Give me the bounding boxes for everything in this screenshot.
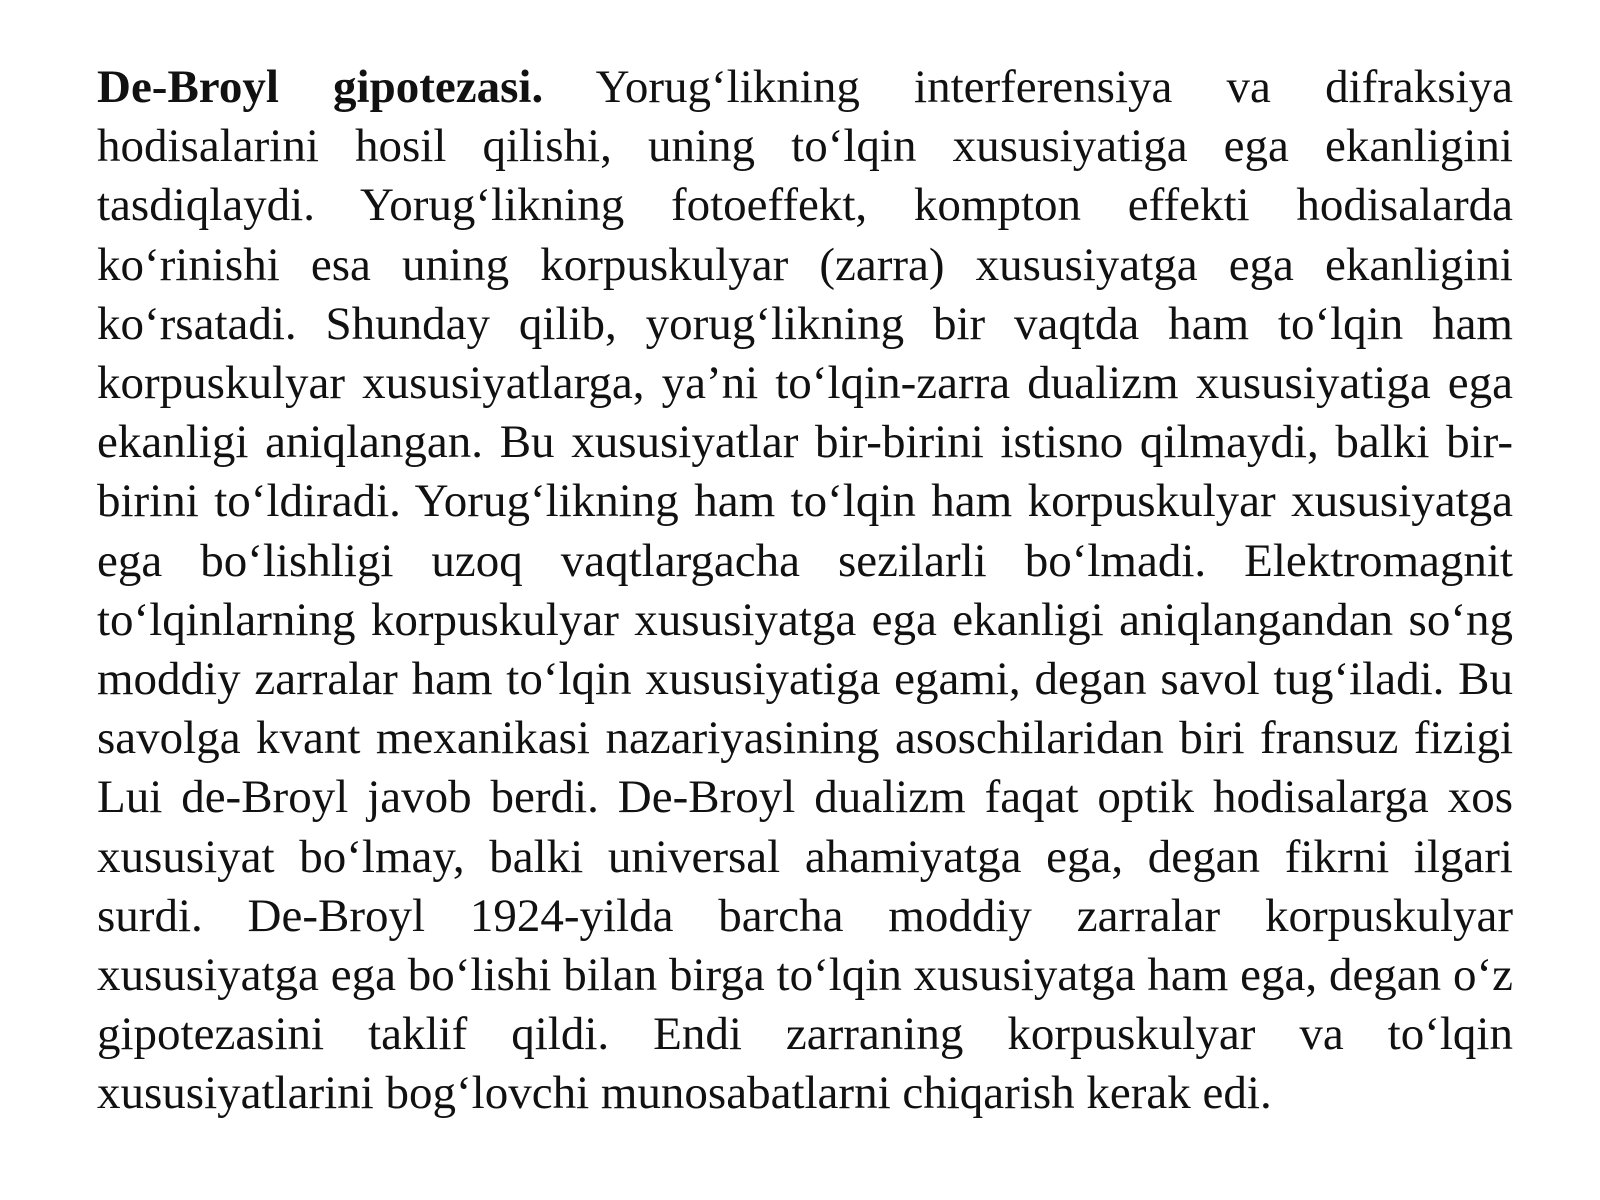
document-page	[97, 58, 1513, 1124]
body-paragraph	[97, 58, 1513, 1124]
section-heading: De-Broyl gipotezasi.	[97, 61, 544, 113]
paragraph-text: Yorug‘likning interferensiya va difraksiya hodisalarini hosil qilishi, uning to‘lqin xususiyatiga ega ekanligini tasdiqlaydi. Yorug‘likning fotoeffekt, kompton effekti hodisalarda ko‘rinishi esa uning korpuskulyar (zarra) xususiyatga ega ekanligini ko‘rsatadi. Shunday qilib, yorug‘likning bir vaqtda ham to‘lqin ham korpuskulyar xususiyatlarga, ya’ni to‘lqin-zarra dualizm xususiyatiga ega ekanligi aniqlangan. Bu xususiyatlar bir-birini istisno qilmaydi, balki bir-birini to‘ldiradi. Yorug‘likning ham to‘lqin ham korpuskulyar xususiyatga ega bo‘lishligi uzoq vaqtlargacha sezilarli bo‘lmadi. Elektromagnit to‘lqinlarning korpuskulyar xususiyatga ega ekanligi aniqlangandan so‘ng moddiy zarralar ham to‘lqin xususiyatiga egami, degan savol tug‘iladi. Bu savolga kvant mexanikasi nazariyasining asoschilaridan biri fransuz fizigi Lui de-Broyl javob berdi. De-Broyl dualizm faqat optik hodisalarga xos xususiyat bo‘lmay, balki universal ahamiyatga ega, degan fikrni ilgari surdi. De-Broyl 1924-yilda barcha moddiy zarralar korpuskulyar xususiyatga ega bo‘lishi bilan birga to‘lqin xususiyatga ham ega, degan o‘z gipotezasini taklif qildi. Endi zarraning korpuskulyar va to‘lqin xususiyatlarini bog‘lovchi munosabatlarni chiqarish kerak edi.	[97, 61, 1513, 1120]
